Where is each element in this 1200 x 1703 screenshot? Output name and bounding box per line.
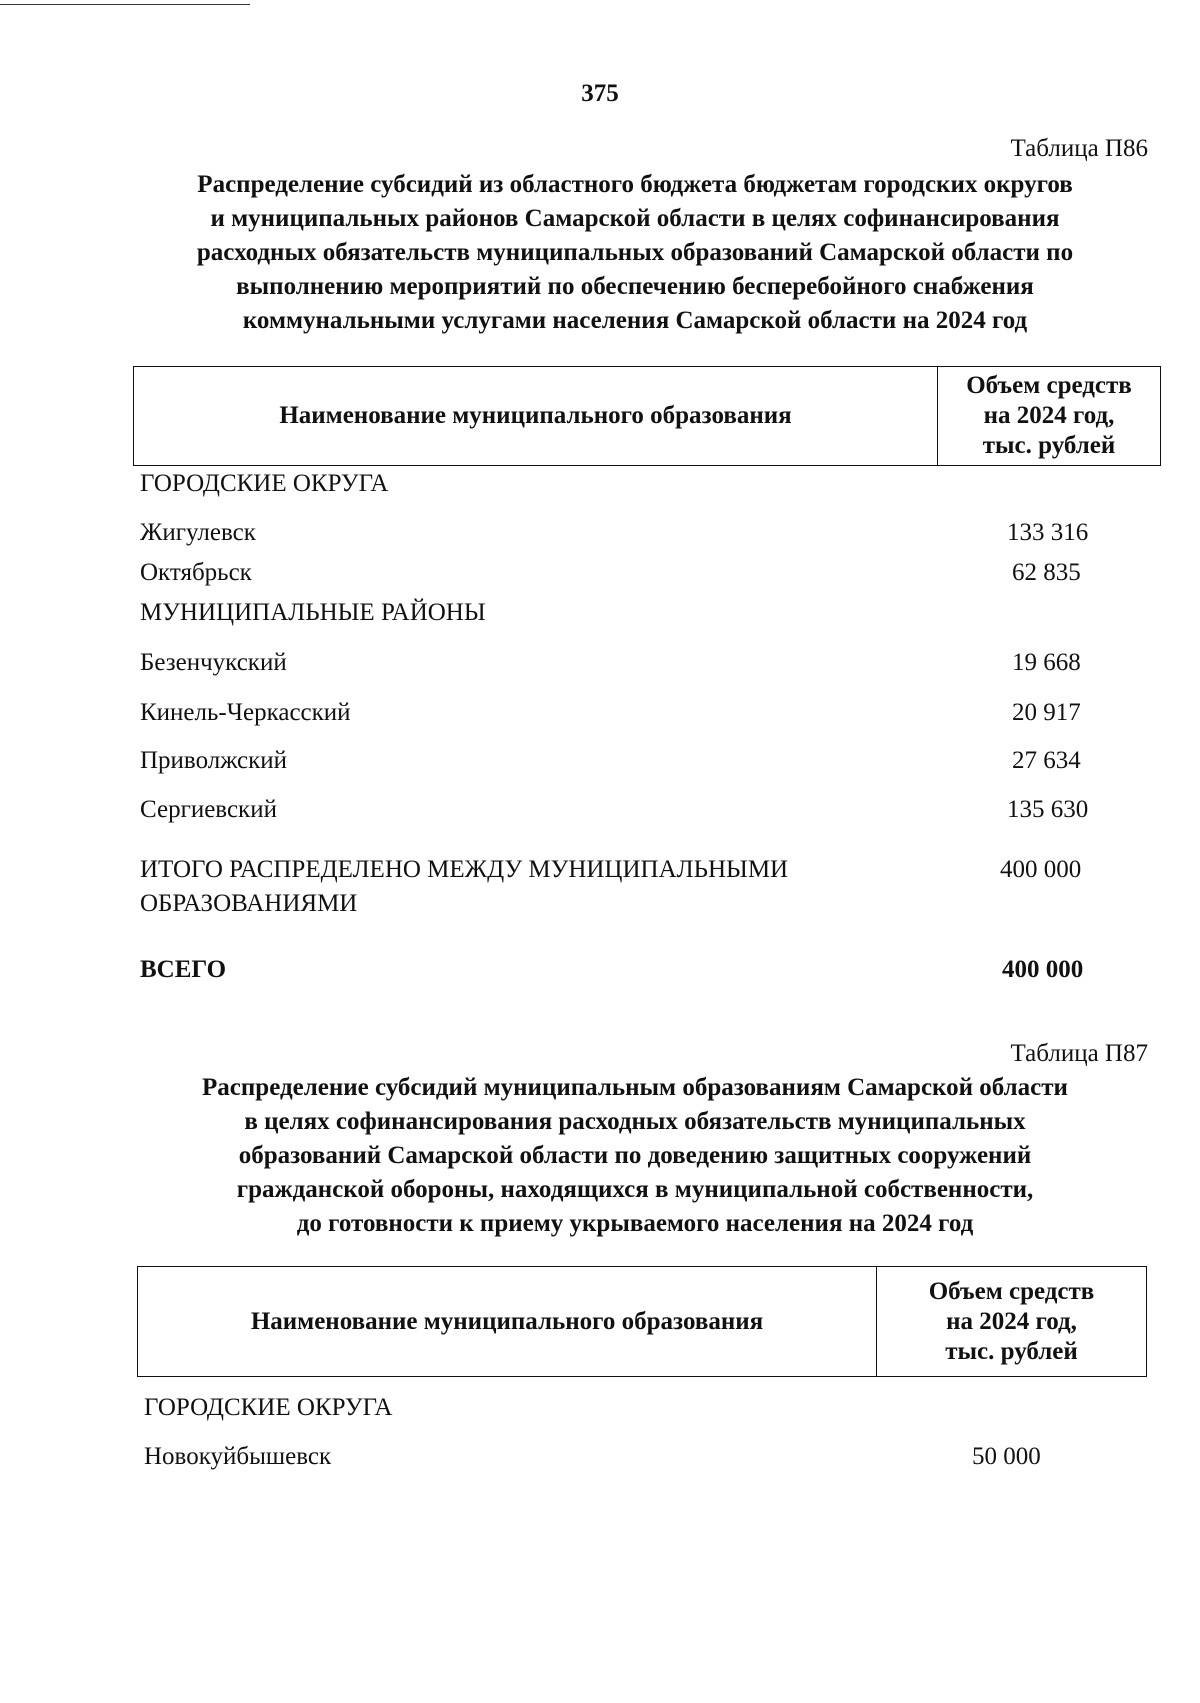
header-volume-column: Объем средств на 2024 год, тыс. рублей (966, 372, 1132, 459)
header-name-column: Наименование муниципального образования (138, 1267, 877, 1376)
table-p87-header (137, 1266, 1147, 1377)
table-p86-header (133, 366, 1161, 466)
header-name-column: Наименование муниципального образования (134, 367, 938, 465)
header-volume-column: Объем средств на 2024 год, тыс. рублей (928, 1277, 1095, 1365)
document-page: 375 Таблица П86 Распределение субсидий из областного бюджета бюджетам городских округов и муниципальных районов Самарской области в целях софинансирования расходных обязательств муниципальных образований Самарской области по выполнению мероприятий по обеспечению бесперебойного снабжения коммунальными услугами населения Самарской области на 2024 год Наименование муниципального образования Объем средств на 2024 год, тыс. рублей ГОРОДСКИЕ ОКРУГА Жигулевск 133 316 Октябрьск 62 835 МУНИЦИПАЛЬНЫЕ РАЙОНЫ Безенчукский 19 668 Кинель-Черкасский 20 917 Приволжский 27 634 Сергиевский 135 630 ИТОГО РАСПРЕДЕЛЕНО МЕЖДУ МУНИЦИПАЛЬНЫМИ ОБРАЗОВАНИЯМИ 400 000 ВСЕГО 400 000 Таблица П87 Распределение субсидий муниципальным образованиям Самарской области в целях софинансирования расходных обязательств муниципальных образований Самарской области по доведению защитных сооружений гражданской обороны, находящихся в муниципальной собственности, до готовности к приему укрываемого населения на 2024 год Наименование муниципального образования Объем средств на 2024 год, тыс. рублей ГОРОДСКИЕ ОКРУГА Новокуйбышевск 50 000 (0, 0, 1200, 1703)
table-p86-title: Распределение субсидий из областного бюджета бюджетам городских округов и муниципальных районов Самарской области в целях софинансирования расходных обязательств муниципальных образований Самарской области по выполнению мероприятий по обеспечению бесперебойного снабжения коммунальными услугами населения Самарской области на 2024 год (196, 171, 1074, 334)
page-number: 375 (581, 80, 619, 107)
top-rule (0, 4, 250, 5)
table-p87-title: Распределение субсидий муниципальным образованиям Самарской области в целях софинансирования расходных обязательств муниципальных образований Самарской области по доведению защитных сооружений гражданской обороны, находящихся в муниципальной собственности, до готовности к приему укрываемого населения на 2024 год (202, 1074, 1068, 1237)
table-p86-label: Таблица П86 (1010, 135, 1148, 162)
table-p87-label: Таблица П87 (1010, 1040, 1148, 1067)
